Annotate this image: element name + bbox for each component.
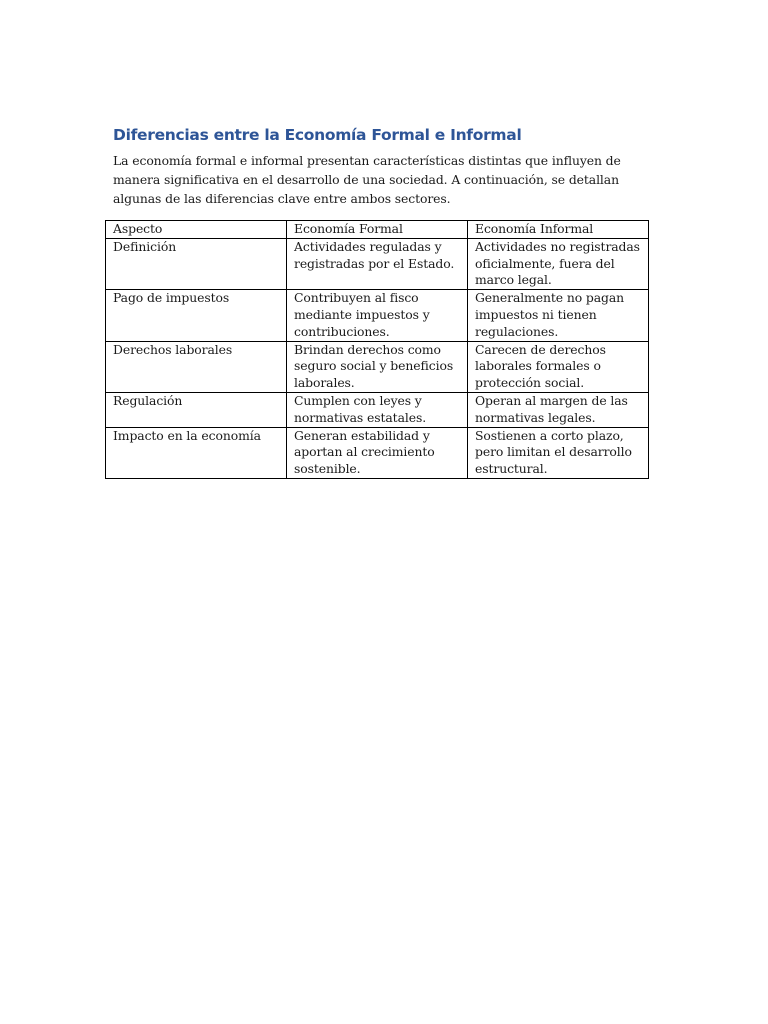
cell-informal: Carecen de derechos laborales formales o protección social.: [468, 341, 649, 392]
cell-informal: Actividades no registradas oficialmente, fuera del marco legal.: [468, 238, 649, 289]
cell-aspect: Pago de impuestos: [106, 290, 287, 341]
cell-formal: Generan estabilidad y aportan al crecimiento sostenible.: [287, 427, 468, 478]
table-header-row: [106, 221, 649, 239]
cell-aspect: Definición: [106, 238, 287, 289]
header-formal: Economía Formal: [287, 221, 468, 239]
table-row: [106, 392, 649, 427]
document-title: Diferencias entre la Economía Formal e Informal: [113, 126, 522, 144]
cell-aspect: Regulación: [106, 392, 287, 427]
cell-formal: Brindan derechos como seguro social y beneficios laborales.: [287, 341, 468, 392]
table-row: [106, 238, 649, 289]
cell-informal: Sostienen a corto plazo, pero limitan el desarrollo estructural.: [468, 427, 649, 478]
header-informal: Economía Informal: [468, 221, 649, 239]
cell-formal: Actividades reguladas y registradas por el Estado.: [287, 238, 468, 289]
table-row: [106, 341, 649, 392]
cell-informal: Operan al margen de las normativas legales.: [468, 392, 649, 427]
table-row: [106, 427, 649, 478]
intro-paragraph: La economía formal e informal presentan características distintas que influyen de manera significativa en el desarrollo de una sociedad. A continuación, se detallan algunas de las diferencias clave entre ambos sectores.: [113, 153, 621, 206]
cell-aspect: Derechos laborales: [106, 341, 287, 392]
header-aspect: Aspecto: [106, 221, 287, 239]
cell-formal: Contribuyen al fisco mediante impuestos y contribuciones.: [287, 290, 468, 341]
cell-formal: Cumplen con leyes y normativas estatales.: [287, 392, 468, 427]
cell-aspect: Impacto en la economía: [106, 427, 287, 478]
table-row: [106, 290, 649, 341]
cell-informal: Generalmente no pagan impuestos ni tienen regulaciones.: [468, 290, 649, 341]
document-body: [113, 124, 648, 208]
comparison-table: [105, 220, 649, 479]
